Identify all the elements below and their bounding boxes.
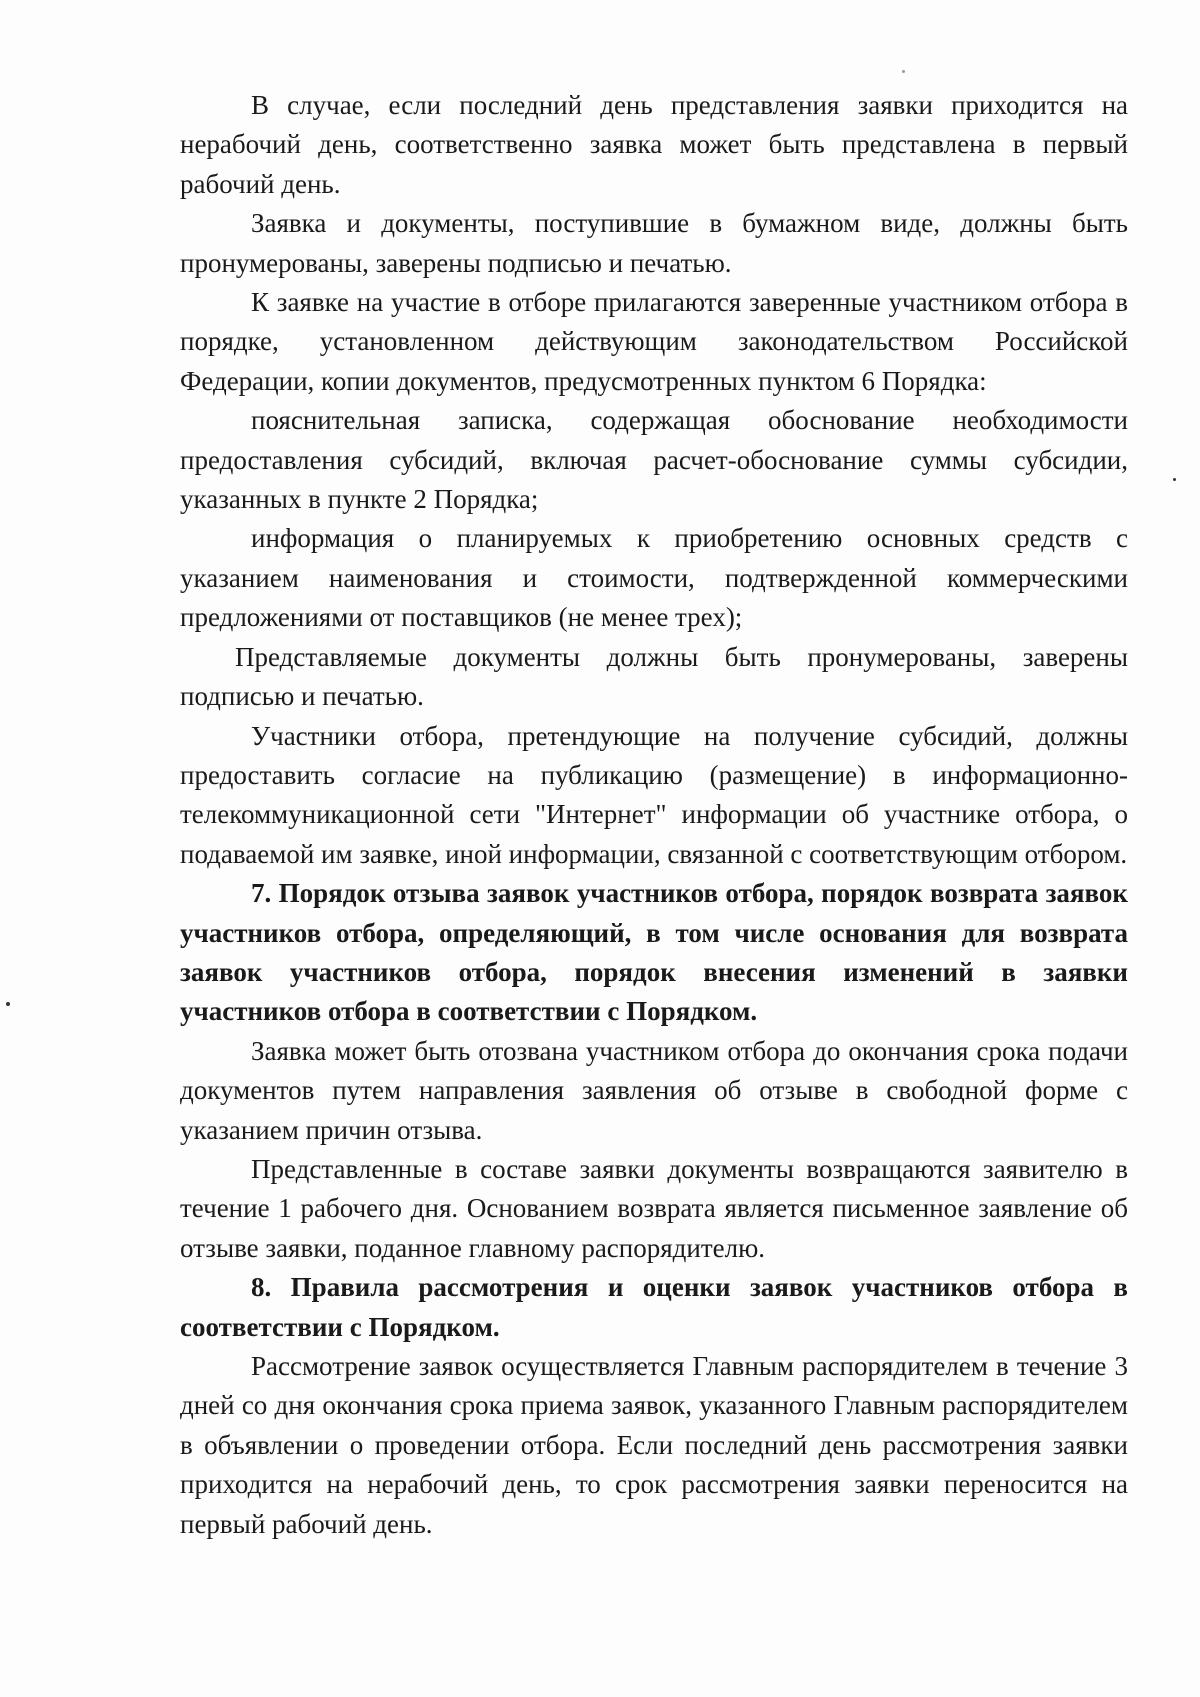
paragraph-8: Заявка может быть отозвана участником отбора до окончания срока подачи документов путем направления заявления об отзыве в свободной форме с указанием причин отзыва. (180, 1035, 1128, 1145)
paragraph-10: Рассмотрение заявок осуществляется Главным распорядителем в течение 3 дней со дня окончания срока приема заявок, указанного Главным распорядителем в объявлении о проведении отбора. Если последний день рассмотрения заявки приходится на нерабочий день, то срок рассмотрения заявки переносится на первый рабочий день. (180, 1351, 1128, 1539)
paragraph-5: информация о планируемых к приобретению основных средств с указанием наименования и стоимости, подтвержденной коммерческими предложениями от поставщиков (не менее трех); (180, 523, 1128, 633)
scan-speck (902, 70, 905, 73)
paragraph-4: пояснительная записка, содержащая обоснование необходимости предоставления субсидий, включая расчет-обоснование суммы субсидии, указанных в пункте 2 Порядка; (180, 405, 1128, 515)
document-body (180, 86, 1128, 1544)
scan-speck (6, 1002, 10, 1006)
paragraph-9: Представленные в составе заявки документы возвращаются заявителю в течение 1 рабочего дня. Основанием возврата является письменное заявление об отзыве заявки, поданное главному распорядителю. (180, 1153, 1128, 1263)
section-heading-7: 7. Порядок отзыва заявок участников отбора, порядок возврата заявок участников отбора, определяющий, в том числе основания для возврата заявок участников отбора, порядок внесения изменений в заявки участников отбора в соответствии с Порядком. (180, 878, 1128, 1027)
paragraph-1: В случае, если последний день представления заявки приходится на нерабочий день, соответственно заявка может быть представлена в первый рабочий день. (180, 90, 1128, 199)
paragraph-2: Заявка и документы, поступившие в бумажном виде, должны быть пронумерованы, заверены подписью и печатью. (180, 208, 1128, 278)
paragraph-7: Участники отбора, претендующие на получение субсидий, должны предоставить согласие на публикацию (размещение) в информационно-телекоммуникационной сети "Интернет" информации об участнике отбора, о подаваемой им заявке, иной информации, связанной с соответствующим отбором. (180, 720, 1128, 869)
paragraph-6: Представляемые документы должны быть пронумерованы, заверены подписью и печатью. (180, 641, 1128, 712)
paragraph-3: К заявке на участие в отборе прилагаются заверенные участником отбора в порядке, установленном действующим законодательством Российской Федерации, копии документов, предусмотренных пунктом 6 Порядка: (180, 287, 1128, 396)
section-heading-8: 8. Правила рассмотрения и оценки заявок участников отбора в соответствии с Порядком. (180, 1272, 1128, 1342)
scan-speck (1173, 478, 1176, 481)
